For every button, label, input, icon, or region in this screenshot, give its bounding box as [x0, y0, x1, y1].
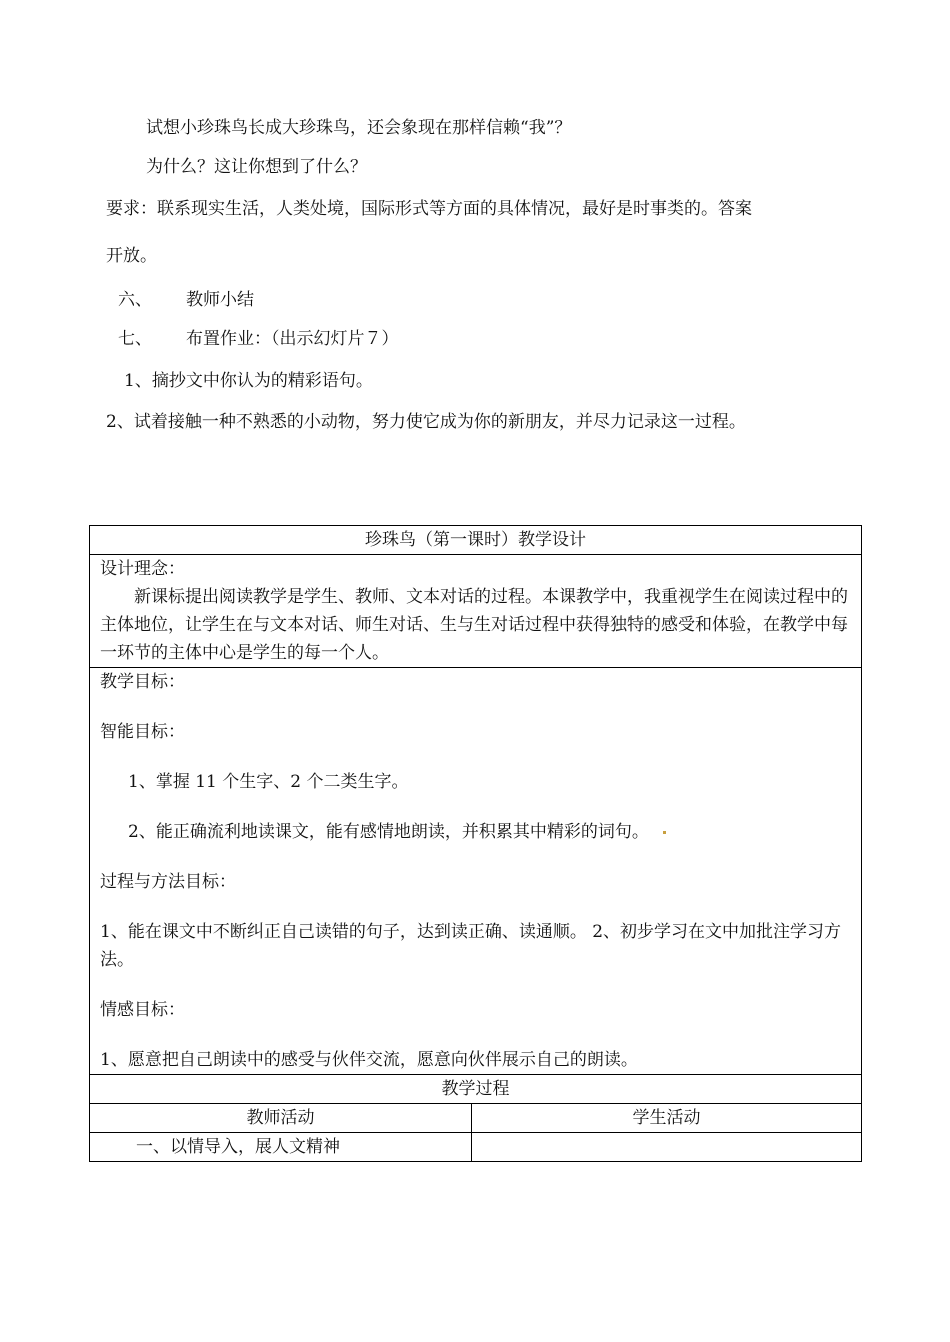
teaching-process-header: 教学过程 [90, 1075, 862, 1104]
emotion-goals-label: 情感目标： [100, 1000, 185, 1020]
skill-goal-2-text: 2、能正确流利地读课文，能有感情地朗读，并积累其中精彩的词句。 [128, 822, 649, 842]
process-goals-text: 1、能在课文中不断纠正自己读错的句子，达到读正确、读通顺。 2、初步学习在文中加批注学习方法。 [100, 922, 842, 970]
skill-goal-1: 1、掌握 11 个生字、2 个二类生字。 [128, 772, 409, 792]
design-concept-text: 新课标提出阅读教学是学生、教师、文本对话的过程。本课教学中，我重视学生在阅读过程中的主体地位，让学生在与文本对话、师生对话、生与生对话过程中获得独特的感受和体验，在教学中每一环节的主体中心是学生的每一个人。 [100, 587, 848, 663]
skill-goals-label: 智能目标： [100, 722, 185, 742]
section-6-title: 教师小结 [186, 290, 254, 310]
row-1-student-activity [472, 1133, 862, 1162]
teaching-goals-cell [90, 668, 862, 1075]
homework-2: 2、试着接触一种不熟悉的小动物，努力使它成为你的新朋友，并尽力记录这一过程。 [106, 412, 746, 432]
homework-1: 1、摘抄文中你认为的精彩语句。 [124, 371, 373, 391]
teaching-goals-label: 教学目标： [100, 672, 185, 692]
design-concept-cell [90, 555, 862, 668]
lesson-design-table [89, 525, 862, 1162]
emotion-goal-1: 1、愿意把自己朗读中的感受与伙伴交流，愿意向伙伴展示自己的朗读。 [100, 1050, 638, 1070]
question-2: 为什么？这让你想到了什么？ [146, 157, 367, 177]
section-6-number: 六、 [118, 290, 152, 310]
table-title: 珍珠鸟（第一课时）教学设计 [90, 526, 862, 555]
column-header-teacher: 教师活动 [90, 1104, 472, 1133]
design-concept-label: 设计理念： [100, 559, 185, 579]
requirement-line-2: 开放。 [106, 246, 157, 266]
question-1: 试想小珍珠鸟长成大珍珠鸟，还会象现在那样信赖“我”？ [146, 118, 572, 138]
row-1-teacher-activity: 一、以情导入，展人文精神 [90, 1133, 472, 1162]
section-7-number: 七、 [118, 329, 152, 349]
section-7-title: 布置作业：（出示幻灯片７） [186, 329, 399, 349]
requirement-line-1: 要求：联系现实生活，人类处境，国际形式等方面的具体情况，最好是时事类的。答案 [106, 199, 752, 219]
column-header-student: 学生活动 [472, 1104, 862, 1133]
process-goals-label: 过程与方法目标： [100, 872, 236, 892]
skill-goal-2 [100, 818, 851, 846]
